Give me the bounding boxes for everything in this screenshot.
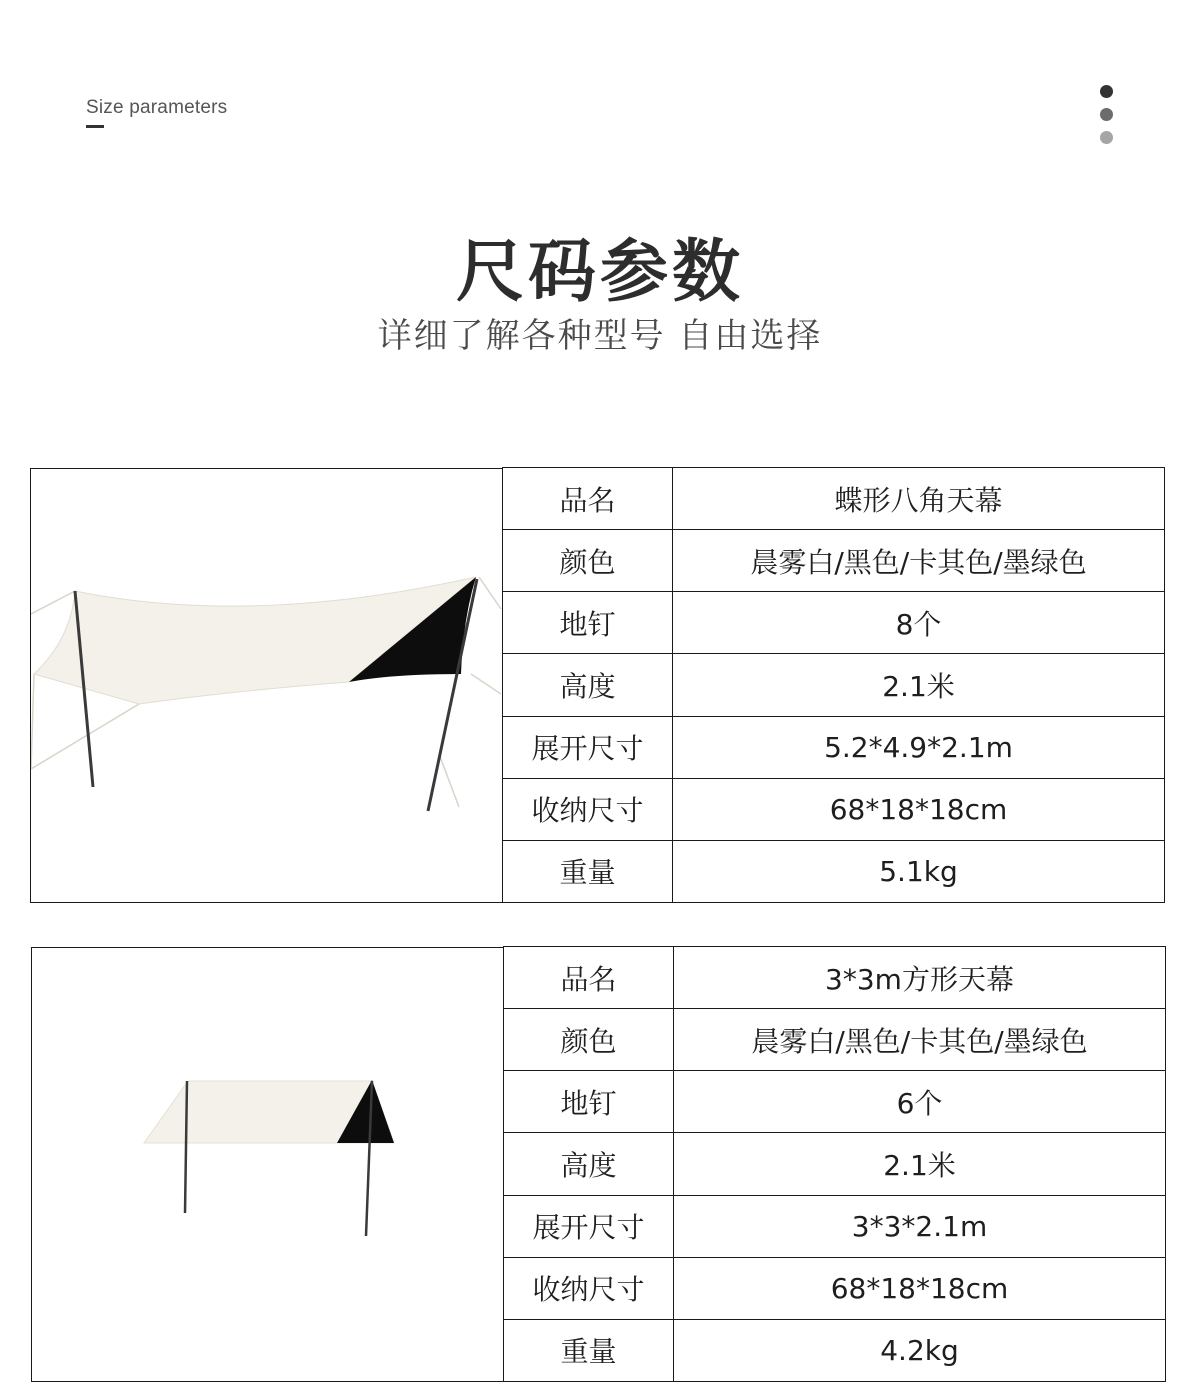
spec-key: 地钉 <box>504 1071 674 1133</box>
spec-key: 展开尺寸 <box>503 716 673 778</box>
spec-key: 重量 <box>504 1319 674 1381</box>
page-subtitle: 详细了解各种型号 自由选择 <box>377 316 823 356</box>
product-photo-square-tarp <box>31 947 504 1382</box>
table-row <box>503 716 1165 778</box>
table-row <box>503 592 1165 654</box>
dot-icon <box>1100 108 1113 121</box>
spec-key: 地钉 <box>503 592 673 654</box>
table-row <box>504 1009 1166 1071</box>
tarp-illustration <box>31 469 503 903</box>
spec-value: 晨雾白/黑色/卡其色/墨绿色 <box>673 530 1165 592</box>
table-row <box>504 1195 1166 1257</box>
table-row <box>503 840 1165 902</box>
spec-value: 3*3*2.1m <box>674 1195 1166 1257</box>
spec-key: 展开尺寸 <box>504 1195 674 1257</box>
table-row <box>504 1071 1166 1133</box>
spec-key: 品名 <box>503 468 673 530</box>
spec-value: 蝶形八角天幕 <box>673 468 1165 530</box>
table-row <box>504 1257 1166 1319</box>
spec-value: 6个 <box>674 1071 1166 1133</box>
section-label: Size parameters <box>86 97 228 118</box>
spec-key: 重量 <box>503 840 673 902</box>
spec-key: 收纳尺寸 <box>504 1257 674 1319</box>
spec-key: 颜色 <box>504 1009 674 1071</box>
spec-value: 2.1米 <box>673 654 1165 716</box>
spec-value: 2.1米 <box>674 1133 1166 1195</box>
spec-key: 收纳尺寸 <box>503 778 673 840</box>
spec-value: 4.2kg <box>674 1319 1166 1381</box>
table-row <box>504 1319 1166 1381</box>
spec-key: 颜色 <box>503 530 673 592</box>
spec-table <box>503 946 1166 1382</box>
product-spec-block <box>30 467 1164 903</box>
table-row <box>504 1133 1166 1195</box>
spec-value: 5.2*4.9*2.1m <box>673 716 1165 778</box>
dot-icon <box>1100 131 1113 144</box>
spec-value: 68*18*18cm <box>673 778 1165 840</box>
product-spec-block <box>31 946 1165 1382</box>
spec-value: 68*18*18cm <box>674 1257 1166 1319</box>
spec-key: 高度 <box>503 654 673 716</box>
spec-value: 5.1kg <box>673 840 1165 902</box>
spec-value: 晨雾白/黑色/卡其色/墨绿色 <box>674 1009 1166 1071</box>
spec-value: 8个 <box>673 592 1165 654</box>
section-underline <box>86 125 104 128</box>
spec-value: 3*3m方形天幕 <box>674 947 1166 1009</box>
table-row <box>503 654 1165 716</box>
spec-key: 高度 <box>504 1133 674 1195</box>
tarp-illustration <box>32 948 504 1382</box>
pagination-dots <box>1100 85 1114 147</box>
page-title: 尺码参数 <box>455 233 744 312</box>
spec-key: 品名 <box>504 947 674 1009</box>
table-row <box>503 468 1165 530</box>
table-row <box>503 778 1165 840</box>
spec-table <box>502 467 1165 903</box>
table-row <box>503 530 1165 592</box>
table-row <box>504 947 1166 1009</box>
dot-icon <box>1100 85 1113 98</box>
product-photo-butterfly-tarp <box>30 468 503 903</box>
